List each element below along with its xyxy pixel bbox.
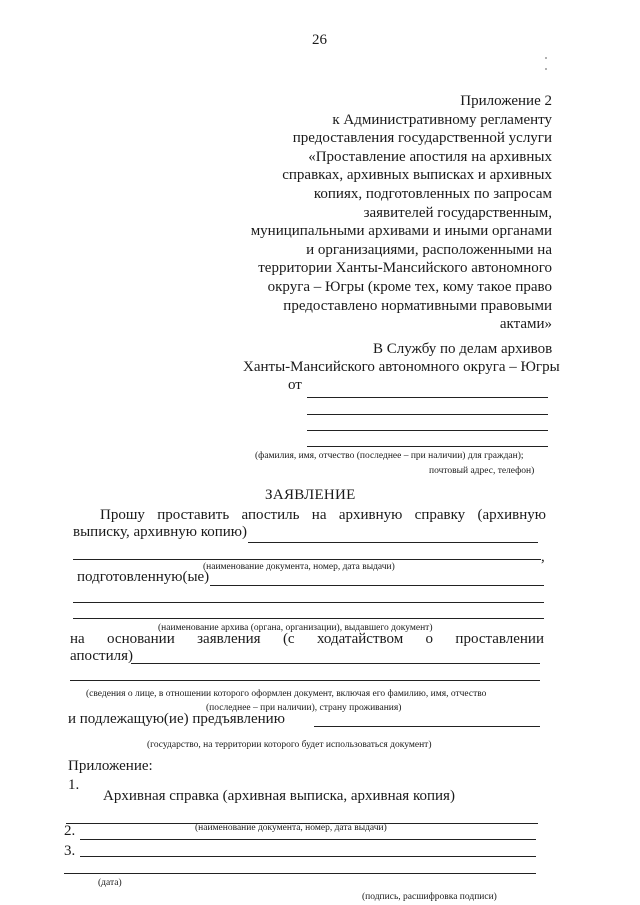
attachment-3-number: 3.	[64, 843, 76, 859]
appendix-line: справках, архивных выписках и архивных	[282, 167, 552, 184]
basis-line1: на основании заявления (с ходатайством о проставлении	[70, 631, 544, 647]
appendix-line: актами»	[499, 316, 552, 333]
attachment-1-number: 1.	[68, 777, 80, 793]
document-hint: (наименование документа, номер, дата выдачи)	[203, 562, 395, 572]
from-line-2[interactable]	[307, 414, 548, 415]
attachment-hint: (наименование документа, номер, дата выдачи)	[195, 823, 387, 833]
person-hint-2: (последнее – при наличии), страну проживания)	[206, 703, 402, 713]
appendix-line: предоставлено нормативными правовыми	[283, 297, 552, 314]
appendix-line: муниципальными архивами и иными органами	[250, 223, 552, 240]
from-label: от	[288, 377, 302, 393]
appendix-line: и организациями, расположенными на	[306, 241, 552, 258]
appendix-line: «Проставление апостиля на архивных	[308, 148, 552, 165]
attachment-2-number: 2.	[64, 823, 76, 839]
prepared-line-3[interactable]	[73, 618, 544, 619]
appendix-block	[251, 92, 552, 334]
basis-line-2[interactable]	[70, 680, 540, 681]
appendix-line: Приложение 2	[460, 93, 552, 109]
appendix-line: территории Ханты-Мансийского автономного	[258, 260, 552, 277]
attachments-title: Приложение:	[68, 758, 153, 774]
from-line-4[interactable]	[307, 446, 548, 447]
date-hint: (дата)	[98, 878, 122, 888]
presentation-line[interactable]	[314, 726, 540, 727]
state-hint: (государство, на территории которого будет использоваться документ)	[147, 740, 432, 750]
person-hint-1: (сведения о лице, в отношении которого оформлен документ, включая его фамилию, имя, отчество	[86, 689, 487, 699]
appendix-line: к Административному регламенту	[332, 111, 552, 128]
from-line-1[interactable]	[307, 397, 548, 398]
addressee-line1: В Службу по делам архивов	[373, 341, 553, 357]
document-line-2[interactable]	[73, 559, 541, 560]
basis-line2: апостиля)	[70, 648, 133, 664]
prepared-label: подготовленную(ые)	[77, 569, 210, 585]
attachment-2-line[interactable]	[80, 839, 536, 840]
request-line2: выписку, архивную копию)	[73, 524, 247, 540]
request-line1: Прошу проставить апостиль на архивную справку (архивную	[100, 507, 546, 523]
addressee-line2: Ханты-Мансийского автономного округа – Югры	[243, 359, 560, 375]
attachment-3-line[interactable]	[80, 856, 536, 857]
addressee-hint-1: (фамилия, имя, отчество (последнее – при наличии) для граждан);	[255, 451, 524, 461]
scan-speck	[545, 68, 547, 70]
appendix-line: заявителей государственным,	[363, 204, 552, 221]
appendix-line: предоставления государственной услуги	[292, 130, 552, 147]
from-line-3[interactable]	[307, 430, 548, 431]
addressee-hint-2: почтовый адрес, телефон)	[429, 466, 535, 476]
presentation-label: и подлежащую(ие) предъявлению	[68, 711, 285, 727]
signature-hint: (подпись, расшифровка подписи)	[362, 892, 497, 902]
page-number: 26	[312, 32, 327, 48]
appendix-line: округа – Югры (кроме тех, кому такое право	[267, 278, 552, 295]
signature-line[interactable]	[64, 873, 536, 874]
prepared-line-1[interactable]	[210, 585, 544, 586]
document-line-1[interactable]	[248, 542, 538, 543]
comma: ,	[541, 549, 545, 565]
appendix-line: копиях, подготовленных по запросам	[313, 185, 552, 202]
prepared-line-2[interactable]	[73, 602, 544, 603]
scan-speck	[545, 57, 547, 59]
attachment-1-text: Архивная справка (архивная выписка, архивная копия)	[103, 788, 455, 804]
archive-hint: (наименование архива (органа, организации), выдавшего документ)	[158, 623, 433, 633]
basis-line-1[interactable]	[131, 663, 540, 664]
statement-title: ЗАЯВЛЕНИЕ	[265, 487, 356, 503]
